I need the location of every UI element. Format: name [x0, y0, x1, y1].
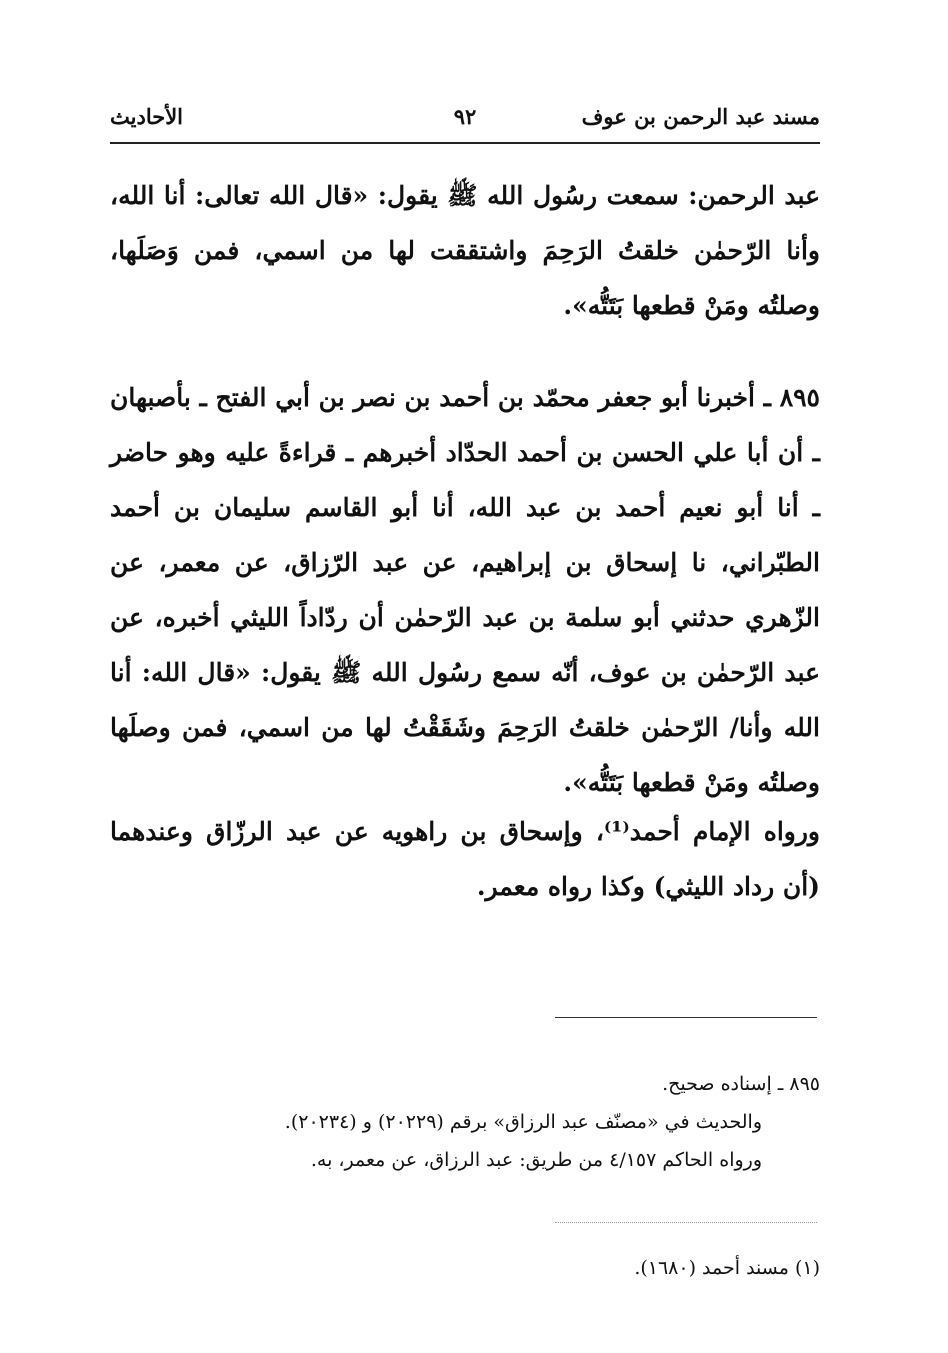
narration-paragraph — [110, 804, 820, 914]
continued-hadith-text: عبد الرحمن: سمعت رسُول الله ﷺ يقول: «قال الله تعالى: أنا الله، وأنا الرّحمٰن خلقتُ الرَحِمَ واشتققت لها من اسمي، فمن وَصَلَها، وصلتُه ومَنْ قطعها بَتَتُّه». — [110, 181, 820, 320]
continued-paragraph — [110, 168, 820, 333]
hadith-number: ٨٩٥ — [779, 383, 820, 412]
page-number: ٩٢ — [453, 104, 477, 129]
running-title: مسند عبد الرحمن بن عوف — [581, 104, 820, 129]
section-title: الأحاديث — [110, 104, 184, 129]
footnote-hakim: ورواه الحاكم ٤/١٥٧ من طريق: عبد الرزاق، عن معمر، به. — [310, 1149, 762, 1171]
footnote-rule — [555, 1017, 817, 1018]
footnote-ref-1: (١) مسند أحمد (١٦٨٠). — [634, 1257, 820, 1279]
hadith-text: ـ أخبرنا أبو جعفر محمّد بن أحمد بن نصر بن أبي الفتح ـ بأصبهان ـ أن أبا علي الحسن بن أحمد الحدّاد أخبرهم ـ قراءةً عليه وهو حاضر ـ أنا أبو نعيم أحمد بن عبد الله، أنا أبو القاسم سليمان بن أحمد الطبّراني، نا إسحاق بن إبراهيم، عن عبد الرّزاق، عن معمر، عن الزّهري حدثني أبو سلمة بن عبد الرّحمٰن أن ردّاداً الليثي أخبره، عن عبد الرّحمٰن بن عوف، أنّه سمع رسُول الله ﷺ يقول: «قال الله: أنا الله وأنا/ الرّحمٰن خلقتُ الرَحِمَ وشَقَقْتُ لها من اسمي، فمن وصلَها وصلتُه ومَنْ قطعها بَتَتُّه». — [110, 383, 820, 797]
footnote-musannaf: والحديث في «مصنّف عبد الرزاق» برقم (٢٠٢٢٩) و (٢٠٢٣٤). — [284, 1111, 762, 1133]
footnote-separator — [555, 1222, 817, 1223]
header-rule — [110, 142, 820, 144]
page-header — [110, 104, 820, 144]
reference-footnote — [180, 1250, 820, 1286]
hadith-895 — [110, 370, 820, 810]
narration-text: ورواه الإمام أحمد⁽¹⁾، وإسحاق بن راهويه عن عبد الرزّاق وعندهما (أن رداد الليثي) وكذا رواه معمر. — [110, 817, 820, 901]
footnote-isnad: ٨٩٥ ـ إسناده صحيح. — [662, 1073, 820, 1095]
footnotes — [180, 1065, 820, 1179]
hadith-paragraph — [110, 370, 820, 810]
